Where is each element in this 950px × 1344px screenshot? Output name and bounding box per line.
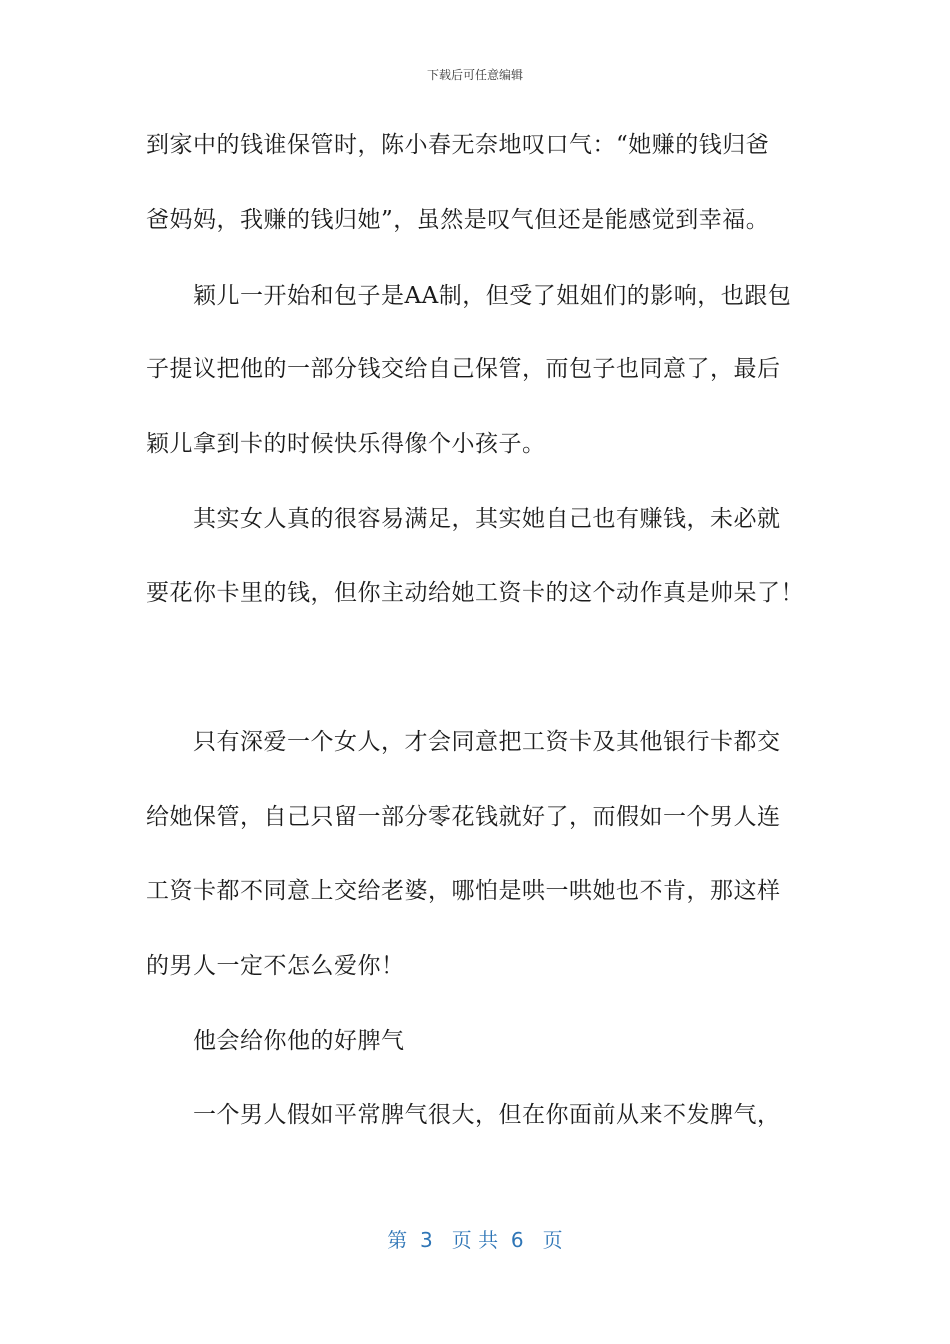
paragraph-line: 到家中的钱谁保管时，陈小春无奈地叹口气：“她赚的钱归爸 <box>146 132 770 158</box>
paragraph-line: 要花你卡里的钱，但你主动给她工资卡的这个动作真是帅呆了！ <box>146 580 804 606</box>
paragraph-line: 其实女人真的很容易满足，其实她自己也有赚钱，未必就 <box>193 506 781 532</box>
page-header: 下载后可任意编辑 <box>426 68 523 82</box>
section-heading: 他会给你他的好脾气 <box>193 1028 405 1054</box>
page-number-footer: 第 3 页 共 6 页 <box>387 1228 563 1252</box>
paragraph-line: 颖儿拿到卡的时候快乐得像个小孩子。 <box>146 431 546 457</box>
paragraph-line: 只有深爱一个女人，才会同意把工资卡及其他银行卡都交 <box>193 729 781 755</box>
paragraph-line: 一个男人假如平常脾气很大，但在你面前从来不发脾气， <box>193 1102 781 1128</box>
paragraph-line: 颖儿一开始和包子是AA制，但受了姐姐们的影响，也跟包 <box>193 283 792 309</box>
paragraph-line: 工资卡都不同意上交给老婆，哪怕是哄一哄她也不肯，那这样 <box>146 878 781 904</box>
paragraph-line: 的男人一定不怎么爱你！ <box>146 953 405 979</box>
paragraph-line: 爸妈妈，我赚的钱归她”，虽然是叹气但还是能感觉到幸福。 <box>146 207 770 233</box>
paragraph-line: 子提议把他的一部分钱交给自己保管，而包子也同意了，最后 <box>146 356 781 382</box>
paragraph-line: 给她保管，自己只留一部分零花钱就好了，而假如一个男人连 <box>146 804 781 830</box>
